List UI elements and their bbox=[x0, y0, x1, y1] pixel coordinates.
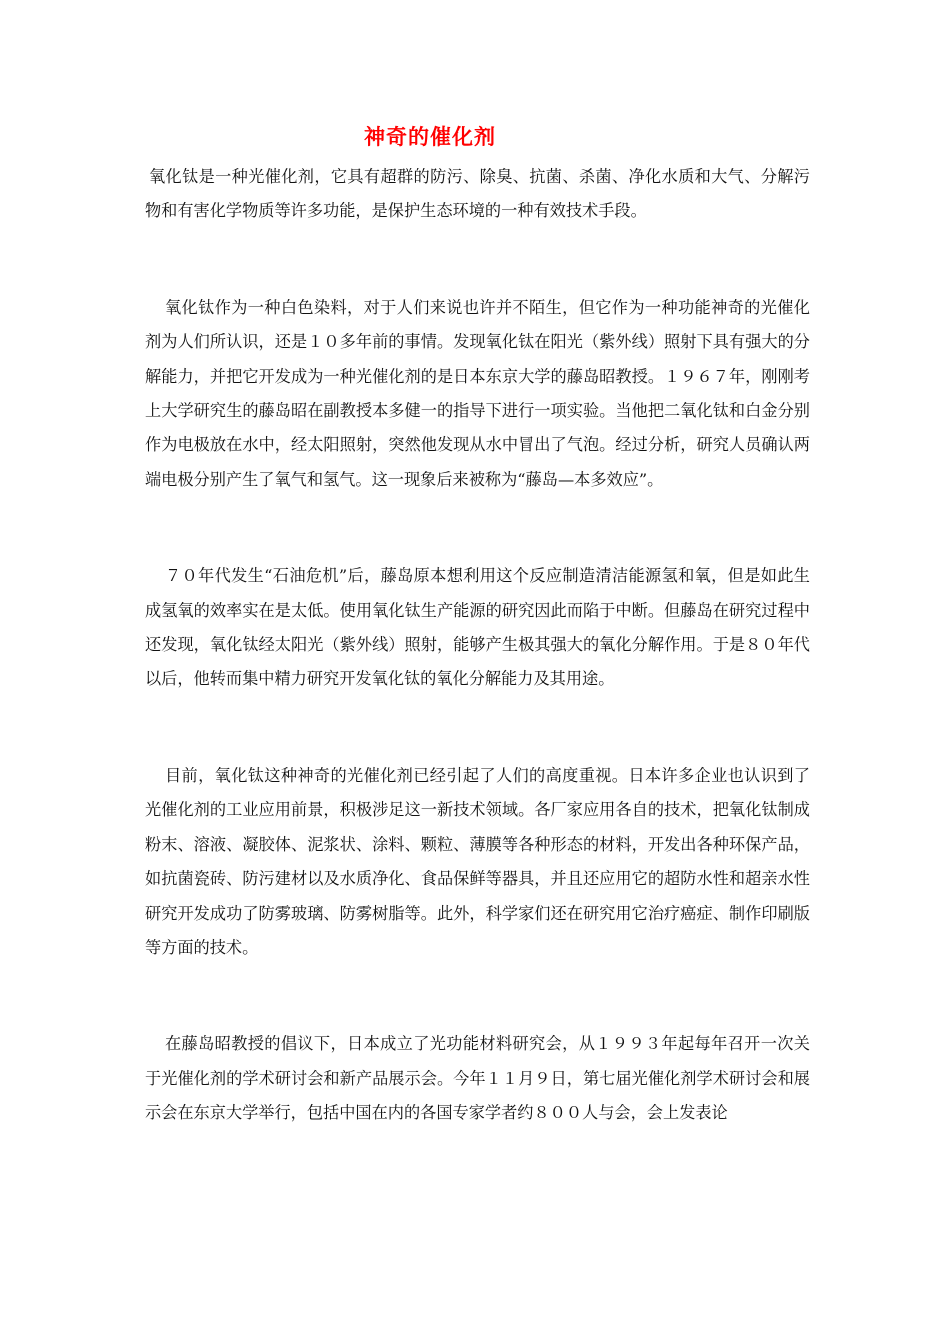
paragraph-gap bbox=[145, 229, 810, 291]
paragraph-gap bbox=[145, 965, 810, 1027]
paragraph-intro: 氧化钛是一种光催化剂，它具有超群的防污、除臭、抗菌、杀菌、净化水质和大气、分解污物和有害化学物质等许多功能，是保护生态环境的一种有效技术手段。 bbox=[145, 167, 810, 221]
document-body bbox=[145, 160, 810, 1131]
paragraph-oil-crisis: ７０年代发生“石油危机”后，藤岛原本想利用这个反应制造清洁能源氢和氧，但是如此生成氢氧的效率实在是太低。使用氧化钛生产能源的研究因此而陷于中断。但藤岛在研究过程中还发现，氧化钛经太阳光（紫外线）照射，能够产生极其强大的氧化分解作用。于是８０年代以后，他转而集中精力研究开发氧化钛的氧化分解能力及其用途。 bbox=[145, 566, 810, 689]
paragraph-symposium: 在藤岛昭教授的倡议下，日本成立了光功能材料研究会，从１９９３年起每年召开一次关于光催化剂的学术研讨会和新产品展示会。今年１１月９日，第七届光催化剂学术研讨会和展示会在东京大学举行，包括中国在内的各国专家学者约８００人与会，会上发表论 bbox=[145, 1034, 810, 1123]
document-title: 神奇的催化剂 bbox=[364, 125, 496, 149]
paragraph-gap bbox=[145, 497, 810, 559]
paragraph-applications: 目前，氧化钛这种神奇的光催化剂已经引起了人们的高度重视。日本许多企业也认识到了光催化剂的工业应用前景，积极涉足这一新技术领域。各厂家应用各自的技术，把氧化钛制成粉末、溶液、凝胶体、泥浆状、涂料、颗粒、薄膜等各种形态的材料，开发出各种环保产品，如抗菌瓷砖、防污建材以及水质净化、食品保鲜等器具，并且还应用它的超防水性和超亲水性研究开发成功了防雾玻璃、防雾树脂等。此外，科学家们还在研究用它治疗癌症、制作印刷版等方面的技术。 bbox=[145, 765, 810, 957]
paragraph-history: 氧化钛作为一种白色染料，对于人们来说也许并不陌生，但它作为一种功能神奇的光催化剂为人们所认识，还是１０多年前的事情。发现氧化钛在阳光（紫外线）照射下具有强大的分解能力，并把它开发成为一种光催化剂的是日本东京大学的藤岛昭教授。１９６７年，刚刚考上大学研究生的藤岛昭在副教授本多健一的指导下进行一项实验。当他把二氧化钛和白金分别作为电极放在水中，经太阳照射，突然他发现从水中冒出了气泡。经过分析，研究人员确认两端电极分别产生了氧气和氢气。这一现象后来被称为“藤岛—本多效应”。 bbox=[145, 297, 810, 489]
paragraph-gap bbox=[145, 697, 810, 759]
